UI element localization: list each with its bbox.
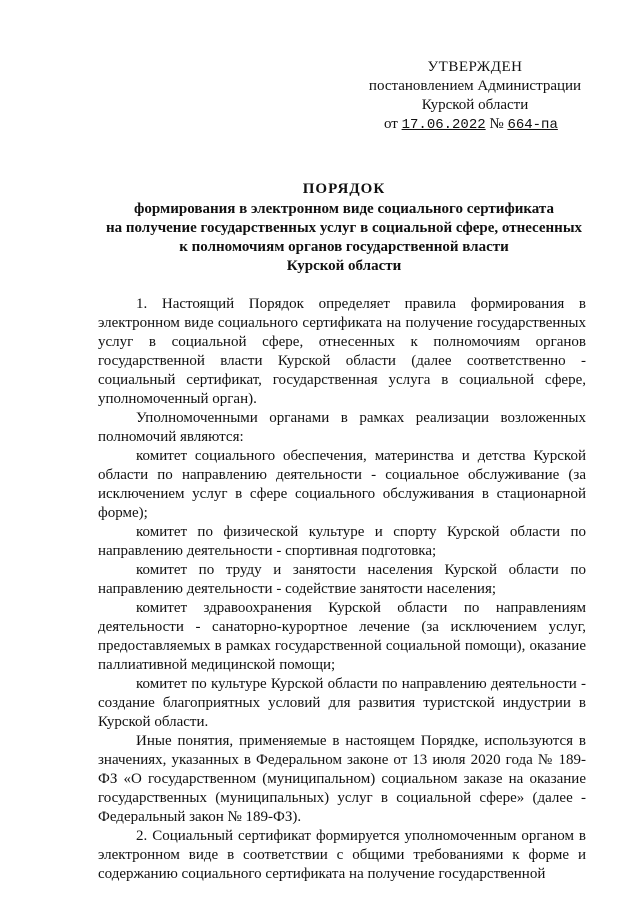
paragraph: Иные понятия, применяемые в настоящем Порядке, используются в значениях, указанных в Федеральном законе от 13 июля 2020 года № 189-ФЗ «О государственном (муниципальном) социальном заказе на оказание государственных (муниципальных) услуг в социальной сфере» (далее - Федеральный закон № 189-ФЗ). — [98, 733, 586, 825]
approval-status: УТВЕРЖДЕН — [427, 59, 523, 75]
approval-number: 664-па — [507, 117, 558, 133]
document-body — [98, 295, 586, 884]
approval-line-1: постановлением Администрации — [368, 78, 582, 94]
approval-stamp — [350, 58, 600, 135]
subtitle-line: к полномочиям органов государственной власти — [179, 239, 509, 255]
title-main: ПОРЯДОК — [302, 181, 386, 197]
date-prefix: от — [384, 116, 398, 132]
paragraph: 2. Социальный сертификат формируется уполномоченным органом в электронном виде в соответствии с общими требованиями к форме и содержанию социального сертификата на получение государственной — [98, 828, 586, 882]
approval-date: 17.06.2022 — [401, 117, 486, 133]
paragraph: комитет по физической культуре и спорту Курской области по направлению деятельности - спортивная подготовка; — [98, 524, 586, 559]
subtitle-line: на получение государственных услуг в социальной сфере, отнесенных — [105, 220, 583, 236]
number-sign: № — [489, 116, 504, 132]
paragraph: 1. Настоящий Порядок определяет правила формирования в электронном виде социального сертификата на получение государственных услуг в социальной сфере, отнесенных к полномочиям органов государственной власти Курской области (далее соответственно - социальный сертификат, государственная услуга в социальной сфере, уполномоченный орган). — [98, 296, 586, 407]
paragraph: комитет здравоохранения Курской области по направлениям деятельности - санаторно-курортное лечение (за исключением услуг, предоставляемых в рамках государственной социальной помощи), оказание паллиативной медицинской помощи; — [98, 600, 586, 673]
document-title — [90, 180, 598, 276]
paragraph: Уполномоченными органами в рамках реализации возложенных полномочий являются: — [98, 410, 586, 445]
approval-line-2: Курской области — [421, 97, 529, 113]
paragraph: комитет социального обеспечения, материнства и детства Курской области по направлению деятельности - социальное обслуживание (за исключением услуг в сфере социального обслуживания в стационарной форме); — [98, 448, 586, 521]
paragraph: комитет по труду и занятости населения Курской области по направлению деятельности - содействие занятости населения; — [98, 562, 586, 597]
subtitle-line: Курской области — [286, 258, 402, 274]
approval-date-line — [350, 115, 600, 135]
paragraph: комитет по культуре Курской области по направлению деятельности - создание благоприятных условий для развития туристской индустрии в Курской области. — [98, 676, 586, 730]
subtitle-line: формирования в электронном виде социального сертификата — [134, 201, 554, 217]
